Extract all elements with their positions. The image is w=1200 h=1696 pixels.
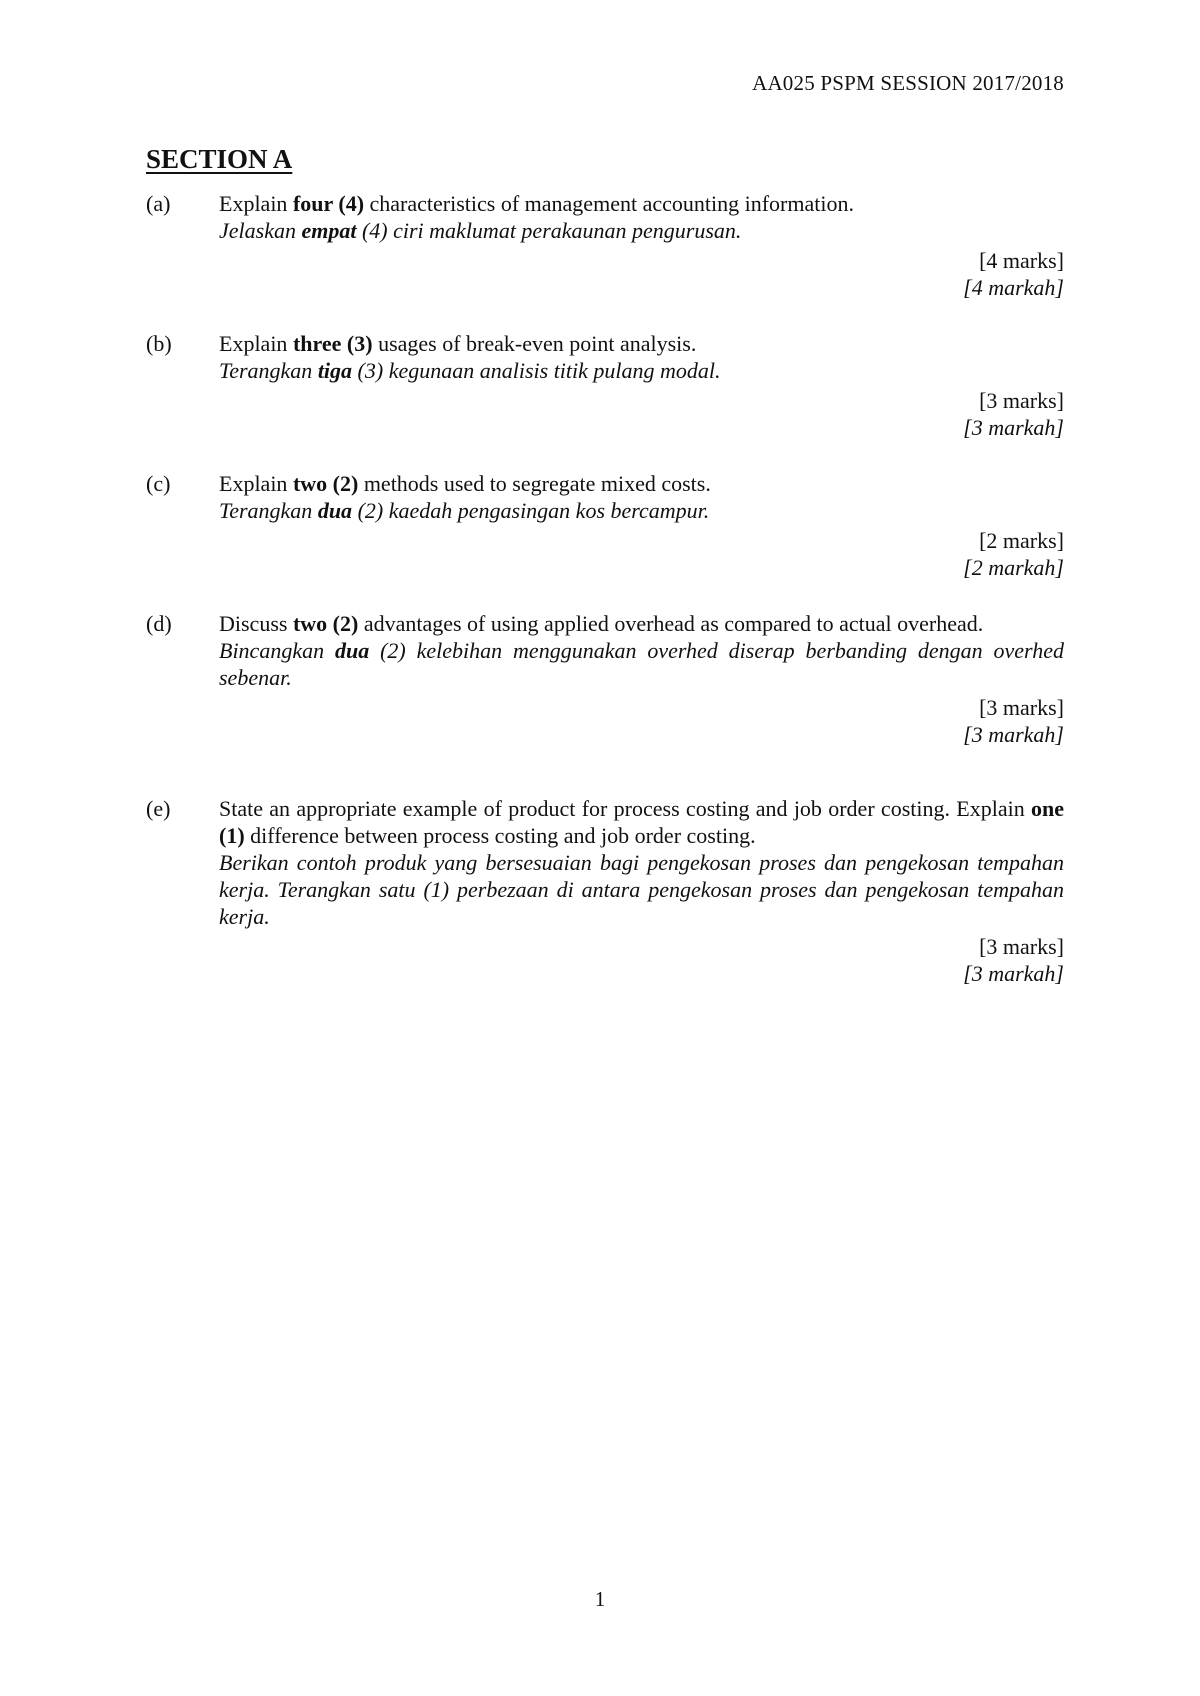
section-title: SECTION A [146, 144, 293, 174]
question-text-ms: Terangkan tiga (3) kegunaan analisis titik pulang modal. [219, 358, 721, 383]
question-text-ms: Berikan contoh produk yang bersesuaian bagi pengekosan proses dan pengekosan tempahan kerja. Terangkan satu (1) perbezaan di antara pengekosan proses dan pengekosan tempahan kerja. [219, 850, 1064, 929]
markah-label: [3 markah] [963, 961, 1064, 986]
marks-label: [2 marks] [979, 528, 1064, 553]
page-number: 1 [594, 1587, 606, 1611]
question-label: (b) [146, 331, 172, 356]
markah-label: [3 markah] [963, 722, 1064, 747]
markah-label: [4 markah] [963, 275, 1064, 300]
question-text-en: Explain four (4) characteristics of management accounting information. [219, 191, 854, 216]
question-d [146, 610, 1064, 748]
question-text-en: Explain three (3) usages of break-even point analysis. [219, 331, 697, 356]
question-label: (a) [146, 191, 171, 216]
markah-label: [3 markah] [963, 415, 1064, 440]
question-text-ms: Bincangkan dua (2) kelebihan menggunakan overhed diserap berbanding dengan overhed sebenar. [219, 638, 1064, 690]
question-label: (e) [146, 796, 171, 821]
question-text-en: State an appropriate example of product for process costing and job order costing. Explain one (1) difference between process costing and job order costing. [219, 796, 1064, 848]
question-text-en: Discuss two (2) advantages of using applied overhead as compared to actual overhead. [219, 611, 984, 636]
page-header: AA025 PSPM SESSION 2017/2018 [752, 71, 1064, 95]
question-text-ms: Jelaskan empat (4) ciri maklumat perakaunan pengurusan. [219, 218, 742, 243]
question-b [146, 330, 1064, 441]
question-text-ms: Terangkan dua (2) kaedah pengasingan kos bercampur. [219, 498, 710, 523]
question-text-en: Explain two (2) methods used to segregate mixed costs. [219, 471, 711, 496]
marks-label: [3 marks] [979, 388, 1064, 413]
question-a [146, 190, 1064, 301]
question-label: (d) [146, 611, 172, 636]
marks-label: [3 marks] [979, 934, 1064, 959]
question-label: (c) [146, 471, 171, 496]
marks-label: [4 marks] [979, 248, 1064, 273]
marks-label: [3 marks] [979, 695, 1064, 720]
question-e [146, 795, 1064, 987]
markah-label: [2 markah] [963, 555, 1064, 580]
question-c [146, 470, 1064, 581]
